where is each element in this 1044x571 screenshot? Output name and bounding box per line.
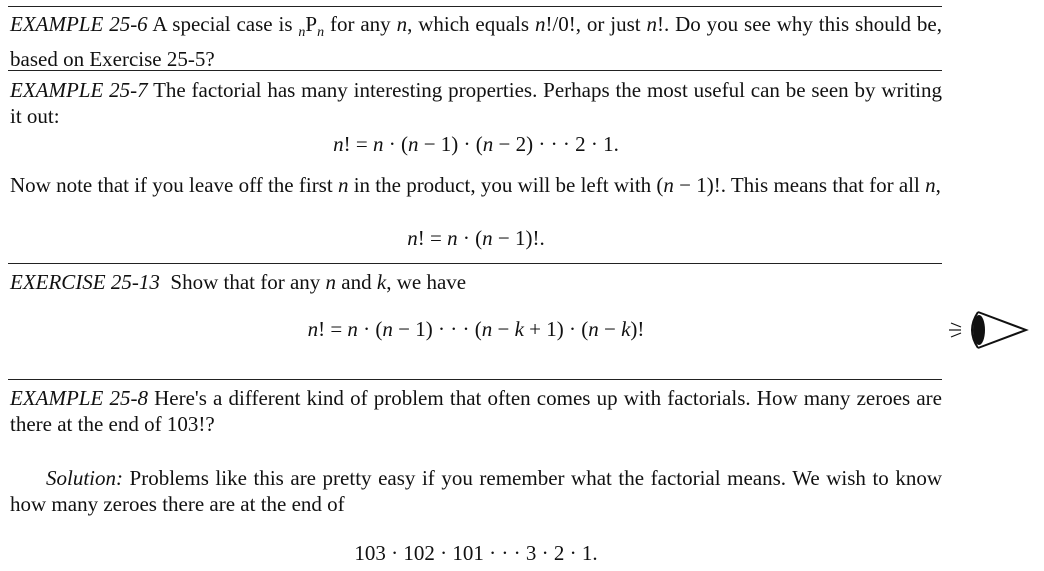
section-divider [8, 263, 942, 264]
section-divider [8, 70, 942, 71]
example-25-8-solution: Solution: Problems like this are pretty easy if you remember what the factorial means. We wish to know how many zeroes there are at the end of [10, 466, 942, 516]
equation-exercise: n! = n · (n − 1) · · · (n − k + 1) · (n − k)! [307, 317, 645, 341]
example-25-7: EXAMPLE 25-7 The factorial has many interesting properties. Perhaps the most useful can be seen by writing it out: [10, 78, 942, 128]
example-25-6: EXAMPLE 25-6 A special case is $_nP_n$ for any n, which equals n!/0!, or just n!. Do you see why this should be, based on Exercise 25-5? [10, 12, 942, 72]
section-divider [8, 379, 942, 380]
example-label: EXAMPLE 25-6 [10, 12, 148, 36]
equation-factorial-expansion: n! = n · (n − 1) · (n − 2) · · · 2 · 1. [333, 132, 619, 156]
example-label: EXAMPLE 25-8 [10, 386, 148, 410]
equation-factorial-recursive: n! = n · (n − 1)!. [407, 226, 545, 250]
eye-icon [948, 308, 1030, 352]
example-25-8: EXAMPLE 25-8 Here's a different kind of problem that often comes up with factorials. How many zeroes are there at the end of 103!? [10, 386, 942, 436]
section-divider [8, 6, 942, 7]
exercise-25-13: EXERCISE 25-13 Show that for any n and k, we have [10, 270, 467, 294]
solution-label: Solution: [46, 466, 123, 490]
example-label: EXAMPLE 25-7 [10, 78, 148, 102]
exercise-label: EXERCISE 25-13 [10, 270, 160, 294]
equation-product: 103 · 102 · 101 · · · 3 · 2 · 1. [354, 541, 598, 565]
example-25-7-note: Now note that if you leave off the first n in the product, you will be left with (n − 1)!. This means that for all n, [10, 173, 941, 197]
